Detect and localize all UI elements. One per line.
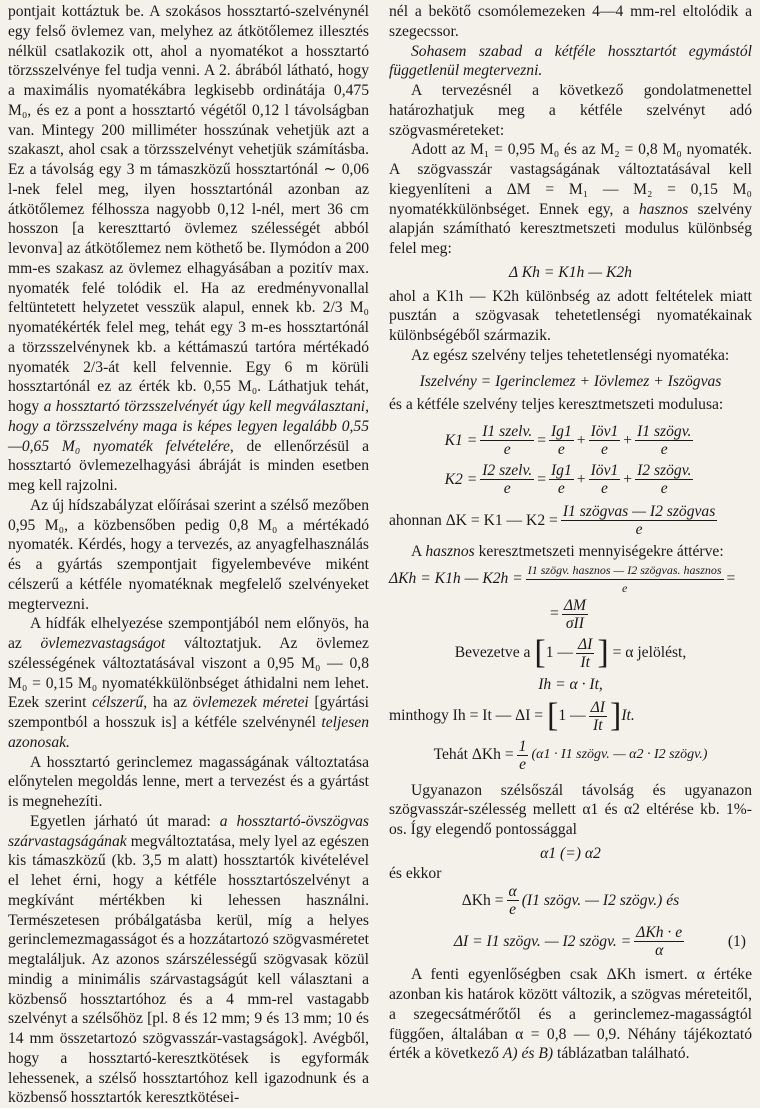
- paragraph: [8, 614, 369, 752]
- denominator: e: [660, 480, 668, 497]
- numerator: ΔI: [578, 635, 593, 653]
- paragraph: [389, 781, 752, 840]
- paragraph: [389, 395, 752, 415]
- fraction: [589, 423, 621, 458]
- emphasis-text: övlemezek méretei: [192, 694, 309, 712]
- paragraph: [389, 81, 752, 140]
- fraction: [549, 462, 574, 497]
- numerator: Iöv1: [590, 423, 619, 440]
- paragraph-text: , ha az: [143, 694, 193, 712]
- emphasis-text: teljesen azonosak.: [8, 714, 369, 751]
- denominator: e: [557, 441, 565, 458]
- emphasis-text: hasznos: [638, 200, 689, 218]
- emphasis-text: övlemezvastagságot: [40, 635, 166, 652]
- denominator: e: [503, 441, 511, 458]
- numerator: Ig1: [550, 423, 572, 440]
- equation: Ih = α · It,: [538, 675, 603, 693]
- fraction: [589, 699, 607, 734]
- fraction: [549, 423, 574, 458]
- paragraph: [8, 496, 369, 615]
- fraction: [635, 462, 693, 497]
- numerator: I2 szögv.: [637, 462, 692, 479]
- paragraph-text: és a kétféle szelvény teljes keresztmetszeti modulusa:: [389, 396, 724, 414]
- emphasis-text: célszerű: [92, 694, 144, 712]
- fraction: [576, 636, 594, 671]
- paragraph-text: [gyártási szempontból a hosszuk is] a kétféle szelvénynél: [8, 694, 369, 731]
- paragraph-text: Ugyanazon szélsőszál távolság és ugyanazon szögvasszár-szélesség mellett α1 és α2 eltérése kb. 1%-os. Így elegendő pontossággal: [389, 781, 752, 838]
- paragraph: [389, 346, 752, 366]
- fraction: [517, 738, 529, 773]
- emphasis-text: a hossztartó-övszögvas szárvastagságának: [8, 812, 370, 850]
- paragraph-text: pontjait kottáztuk be. A szokásos hossztartó-szelvénynél egy felső övlemez van, melyhez az átkötőlemez illesztés nélkül csatlakozik ott, ahol a nyomatékot a hossztartó törzsszelvénye fel tudja venni. A 2. ábrából látható, hogy a maximális nyomatékábra legkisebb ordinátája 0,475 M₀, és ez a pont a hossztartó végétől 0,12 l távolságban van. Mintegy 200 milliméter hosszúnak vehetjük azt a szakaszt, ahol csak a törzsszelvényt vehetjük számításba. Ez a távolság egy 3 m támaszközű hossztartónál ∼ 0,06 l-nek felel meg, ilyen hossztartónál azonban az átkötőlemez félhossza nagyobb 0,12 l-nél, mert 36 cm hosszon [a kereszttartó övlemez szélességét abból levonva] az átkötőlemez nem köthető be. Ilymódon a 200 mm-es szakasz az övlemez elhagyásában a pozitív max. nyomaték felé tolódik el. Ha az eredményvonallal feltüntetett helyzetet vesszük alapul, ennek kb. 2/3 M₀ nyomatékérték felel meg, tehát egy 3 m-es hossztartónál a törzsszelvénynek kb. a kéttámaszú tartóra mértékadó nyomaték 2/3-át kell felvennie. Egy 6 m körüli hossztartónál ez az érték kb. 0,55 M₀. Láthatjuk tehát, hogy: [8, 3, 369, 415]
- numerator: Iöv1: [590, 462, 619, 479]
- paragraph-text: Adott az M₁ = 0,95 M₀ és az M₂ = 0,8 M₀ nyomaték. A szögvasszár vastagságának változtatásával kell kiegyenlíteni a ΔM = M₁ — M₂ = 0,15 M₀ nyomatékkülönbséget. Ennek egy, a: [389, 141, 752, 218]
- paragraph-text: A hídfák elhelyezése szempontjából nem előnyös, ha az: [8, 615, 369, 652]
- denominator: It: [580, 653, 590, 671]
- equation: Iszelvény = Igerinclemez + Iövlemez + Iszögvas: [419, 372, 722, 390]
- denominator: e: [557, 480, 565, 497]
- equation-term: ΔKh =: [461, 891, 504, 909]
- denominator: e: [600, 480, 608, 497]
- emphasis-text: a hossztartó törzsszelvényét úgy kell megválasztani, hogy a törzsszelvény maga is képes legyen legalább 0,55—0,65 M₀ nyomaték felvételére: [8, 398, 369, 455]
- paragraph-text: táblázatban található.: [553, 1045, 690, 1063]
- equation-term: (α1 · I1 szögv. — α2 · I2 szögv.): [531, 747, 708, 763]
- left-column: [8, 2, 369, 1108]
- equation-term: 1 —: [558, 707, 586, 725]
- paragraph-text: A fenti egyenlőségben csak ΔKh ismert. α értéke azonban kis határok között változik, a szögvas méreteitől, a szegecsátmérőtől és a gerinclemez-magasságtól függően, általában α = 0,8 — 0,9. Néhány tájékoztató érték a következő: [389, 966, 752, 1063]
- paragraph: [389, 542, 752, 562]
- equation: [389, 883, 752, 918]
- equation-term: ΔI = I1 szögv. — I2 szögv. =: [453, 932, 632, 950]
- paragraph: [389, 864, 752, 884]
- numerator: I2 szelv.: [482, 462, 533, 479]
- denominator: e: [660, 441, 668, 458]
- paragraph-text: , de ellenőrzésül a hossztartó övlemezelhagyási ábráját is minden esetben meg kell rajzolni.: [8, 437, 369, 494]
- equation-term: minthogy Ih = It — ΔI =: [389, 707, 544, 725]
- paragraph: [8, 2, 369, 496]
- fraction: [507, 883, 519, 918]
- denominator: e: [600, 441, 608, 458]
- equation: [389, 738, 752, 773]
- numerator: I1 szelv.: [482, 423, 533, 440]
- equation-term: K1 =: [444, 431, 478, 449]
- equation-term: = α jelölést,: [612, 644, 687, 662]
- numerator: ΔI: [590, 698, 605, 716]
- equation-term: =: [550, 605, 559, 623]
- equation: Bevezetve a [ 1 — $\frac{\Delta I}{It}$ ] = α jelölést,: [454, 634, 687, 672]
- paragraph-text: Egyetlen járható út marad:: [30, 812, 220, 830]
- numerator: Ig1: [550, 462, 572, 479]
- paragraph: [389, 965, 752, 1064]
- fraction: [589, 462, 621, 497]
- numerator: I1 szögv.: [637, 423, 692, 440]
- right-column: [389, 2, 752, 1064]
- emphasis-text: hasznos: [425, 543, 475, 560]
- equation-term: ahonnan ΔK = K1 — K2 =: [389, 511, 558, 529]
- numerator: 1: [518, 737, 527, 755]
- equation: [389, 562, 752, 597]
- paragraph-text: A hossztartó gerinclemez magasságának változtatása előnytelen megoldás lenne, mert a tervezést és a gyártást is megnehezíti.: [8, 753, 369, 810]
- denominator: e: [621, 580, 628, 595]
- paragraph: [389, 42, 752, 82]
- denominator: e: [503, 480, 511, 497]
- paragraph-text: A: [411, 543, 426, 560]
- paragraph-text: szelvény alapján számítható keresztmetszeti modulus különbség felel meg:: [389, 200, 752, 257]
- numerator: α: [508, 883, 517, 901]
- fraction: [562, 597, 588, 632]
- equation-term: It.: [621, 707, 635, 725]
- paragraph-text: változtatjuk. Az övlemez szélességének változtatásával viszont a 0,95 M₀ — 0,8 M₀ = 0,15 M₀ nyomatékkülönbséget áthidalni nem lehet. Ezek szerint: [8, 635, 369, 712]
- denominator: It: [593, 716, 603, 734]
- paragraph: [8, 812, 369, 1108]
- fraction: [480, 462, 534, 497]
- fraction: [526, 562, 724, 597]
- denominator: e: [519, 755, 527, 773]
- equation: [389, 503, 752, 538]
- equation: [389, 924, 752, 959]
- denominator: σII: [565, 614, 584, 632]
- equation-number: (1): [727, 932, 746, 950]
- fraction: [634, 924, 684, 959]
- denominator: α: [655, 942, 664, 960]
- paragraph-text: és ekkor: [389, 864, 442, 882]
- equation-term: 1 —: [545, 644, 573, 662]
- emphasis-text: Sohasem szabad a kétféle hossztartót egymástól függetlenül megtervezni.: [389, 42, 752, 80]
- paragraph-text: A tervezésnél a következő gondolatmenettel határozhatjuk meg a kétféle szelvényt adó szögvasméreteket:: [389, 82, 752, 139]
- emphasis-text: A) és B): [502, 1045, 554, 1063]
- fraction: [561, 503, 717, 538]
- denominator: e: [509, 901, 517, 919]
- numerator: I1 szögv. hasznos — I2 szögvas. hasznos: [526, 562, 724, 580]
- fraction: [635, 423, 693, 458]
- equation: minthogy Ih = It — ΔI = [ 1 — $\frac{\Delta I}{It}$ ] It.: [389, 697, 635, 734]
- numerator: I1 szögvas — I2 szögvas: [562, 503, 716, 520]
- equation-term: K2 =: [444, 470, 478, 488]
- paragraph-text: Az egész szelvény teljes tehetetlenségi nyomatéka:: [411, 346, 730, 364]
- paragraph: [389, 2, 752, 42]
- paragraph: [389, 140, 752, 259]
- equation-term: Tehát ΔKh =: [433, 746, 514, 764]
- paragraph-text: megváltoztatása, mely lyel az egészen kis támaszközű (kb. 3,5 m alatt) hossztartók kivételével el lehet érni, hogy a kétféle hossztartószelvényt a megkívánt mértékben ki lehessen használni. Természetesen próbálgatásba kerül, míg a helyes gerinclemezmagasságot és a hozzátartozó szögvasméretet megtaláljuk. Az azonos szárszélességű szögvasak közül mindig a minimális szárvastagságút kell választani a közbenső hossztartóhoz és a 4 mm-rel vastagabb szelvényt a szélsőhöz [pl. 8 és 12 mm; 9 és 13 mm; 10 és 14 mm összetartozó szögvasszár-vastagságok]. Avégből, hogy a hossztartó-keresztkötések is egyformák lehessenek, a szélső hossztartóhoz kell igazodnunk és a közbenső hossztartók keresztkötései-: [8, 832, 369, 1107]
- equation-term: ΔKh = K1h — K2h =: [389, 570, 523, 588]
- denominator: e: [635, 521, 643, 538]
- numerator: ΔKh · e: [636, 924, 683, 942]
- fraction: [480, 423, 534, 458]
- equation: [389, 597, 752, 632]
- equation-term: =: [726, 570, 736, 588]
- equation-term: (I1 szögv. — I2 szögv.) és: [521, 891, 680, 909]
- equation: Δ Kh = K1h — K2h: [509, 263, 632, 281]
- numerator: ΔM: [563, 596, 586, 614]
- paragraph: [8, 753, 369, 812]
- paragraph-text: ahol a K1h — K2h különbség az adott feltételek miatt pusztán a szögvasak tehetetlenségi nyomatékainak különbségéből származik.: [389, 287, 752, 344]
- equation: K2 = $\frac{\text{I2 szelv.}}{e}$ = $\frac{Ig1}{e}$ + $\frac{\text{Iöv1}}{e}$ + $\frac{\text{I2 szögv.}}{e}$: [444, 462, 692, 497]
- equation: α1 (=) α2: [540, 844, 601, 862]
- paragraph: [389, 287, 752, 346]
- paragraph-text: keresztmetszeti mennyiségekre áttérve:: [474, 543, 724, 560]
- equation: K1 = $\frac{\text{I1 szelv.}}{e}$ = $\frac{Ig1}{e}$ + $\frac{\text{Iöv1}}{e}$ + $\frac{\text{I1 szögv.}}{e}$: [444, 423, 692, 458]
- paragraph-text: nél a bekötő csomólemezeken 4—4 mm-rel eltolódik a szegecssor.: [389, 3, 752, 40]
- equation-term: Bevezetve a: [454, 644, 531, 662]
- paragraph-text: Az új hídszabályzat előírásai szerint a szélső mezőben 0,95 M₀, a közbensőben pedig 0,8 M₀ a mértékadó nyomaték. Kérdés, hogy a tervezés, az anyagfelhasználás és a gyártás szempontjait figyelembevéve miként célszerű a kétféle nyomatéknak megfelelő szelvényeket megtervezni.: [8, 496, 369, 613]
